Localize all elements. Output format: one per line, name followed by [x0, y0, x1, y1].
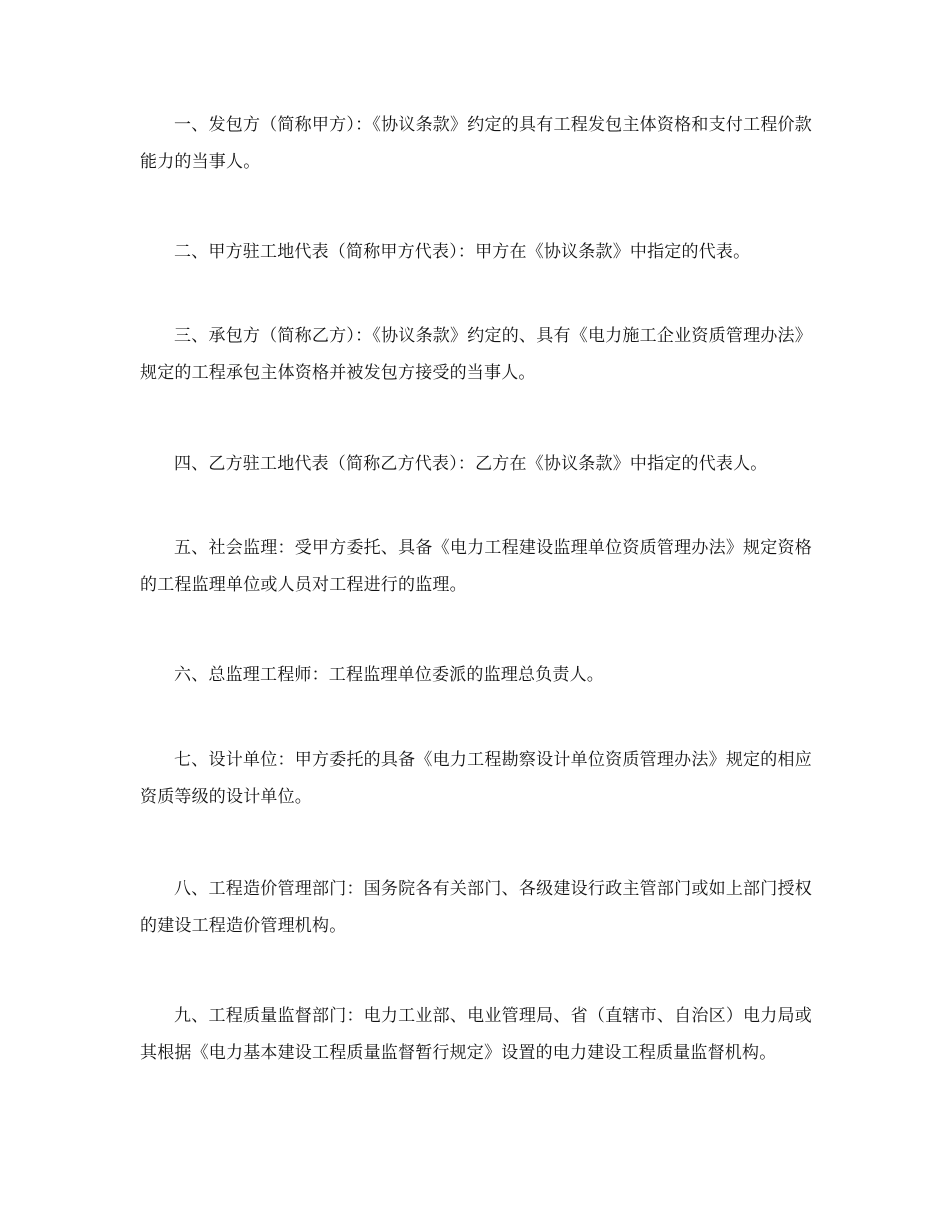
- definition-paragraph-2: 二、甲方驻工地代表（简称甲方代表）：甲方在《协议条款》中指定的代表。: [174, 242, 751, 262]
- definition-paragraph-6: 六、总监理工程师：工程监理单位委派的监理总负责人。: [174, 665, 604, 685]
- definition-paragraph-5: 五、社会监理：受甲方委托、具备《电力工程建设监理单位资质管理办法》规定资格的工程监理单位或人员对工程进行的监理。: [140, 538, 812, 595]
- definition-paragraph-4: 四、乙方驻工地代表（简称乙方代表）：乙方在《协议条款》中指定的代表人。: [174, 454, 768, 474]
- definition-paragraph-9: 九、工程质量监督部门：电力工业部、电业管理局、省（直辖市、自治区）电力局或其根据《电力基本建设工程质量监督暂行规定》设置的电力建设工程质量监督机构。: [140, 1006, 812, 1063]
- definition-paragraph-8: 八、工程造价管理部门：国务院各有关部门、各级建设行政主管部门或如上部门授权的建设工程造价管理机构。: [140, 879, 812, 936]
- definition-paragraph-7: 七、设计单位：甲方委托的具备《电力工程勘察设计单位资质管理办法》规定的相应资质等级的设计单位。: [140, 750, 812, 807]
- definition-paragraph-1: 一、发包方（简称甲方）：《协议条款》约定的具有工程发包主体资格和支付工程价款能力的当事人。: [140, 115, 812, 172]
- definition-paragraph-3: 三、承包方（简称乙方）：《协议条款》约定的、具有《电力施工企业资质管理办法》规定的工程承包主体资格并被发包方接受的当事人。: [140, 326, 812, 383]
